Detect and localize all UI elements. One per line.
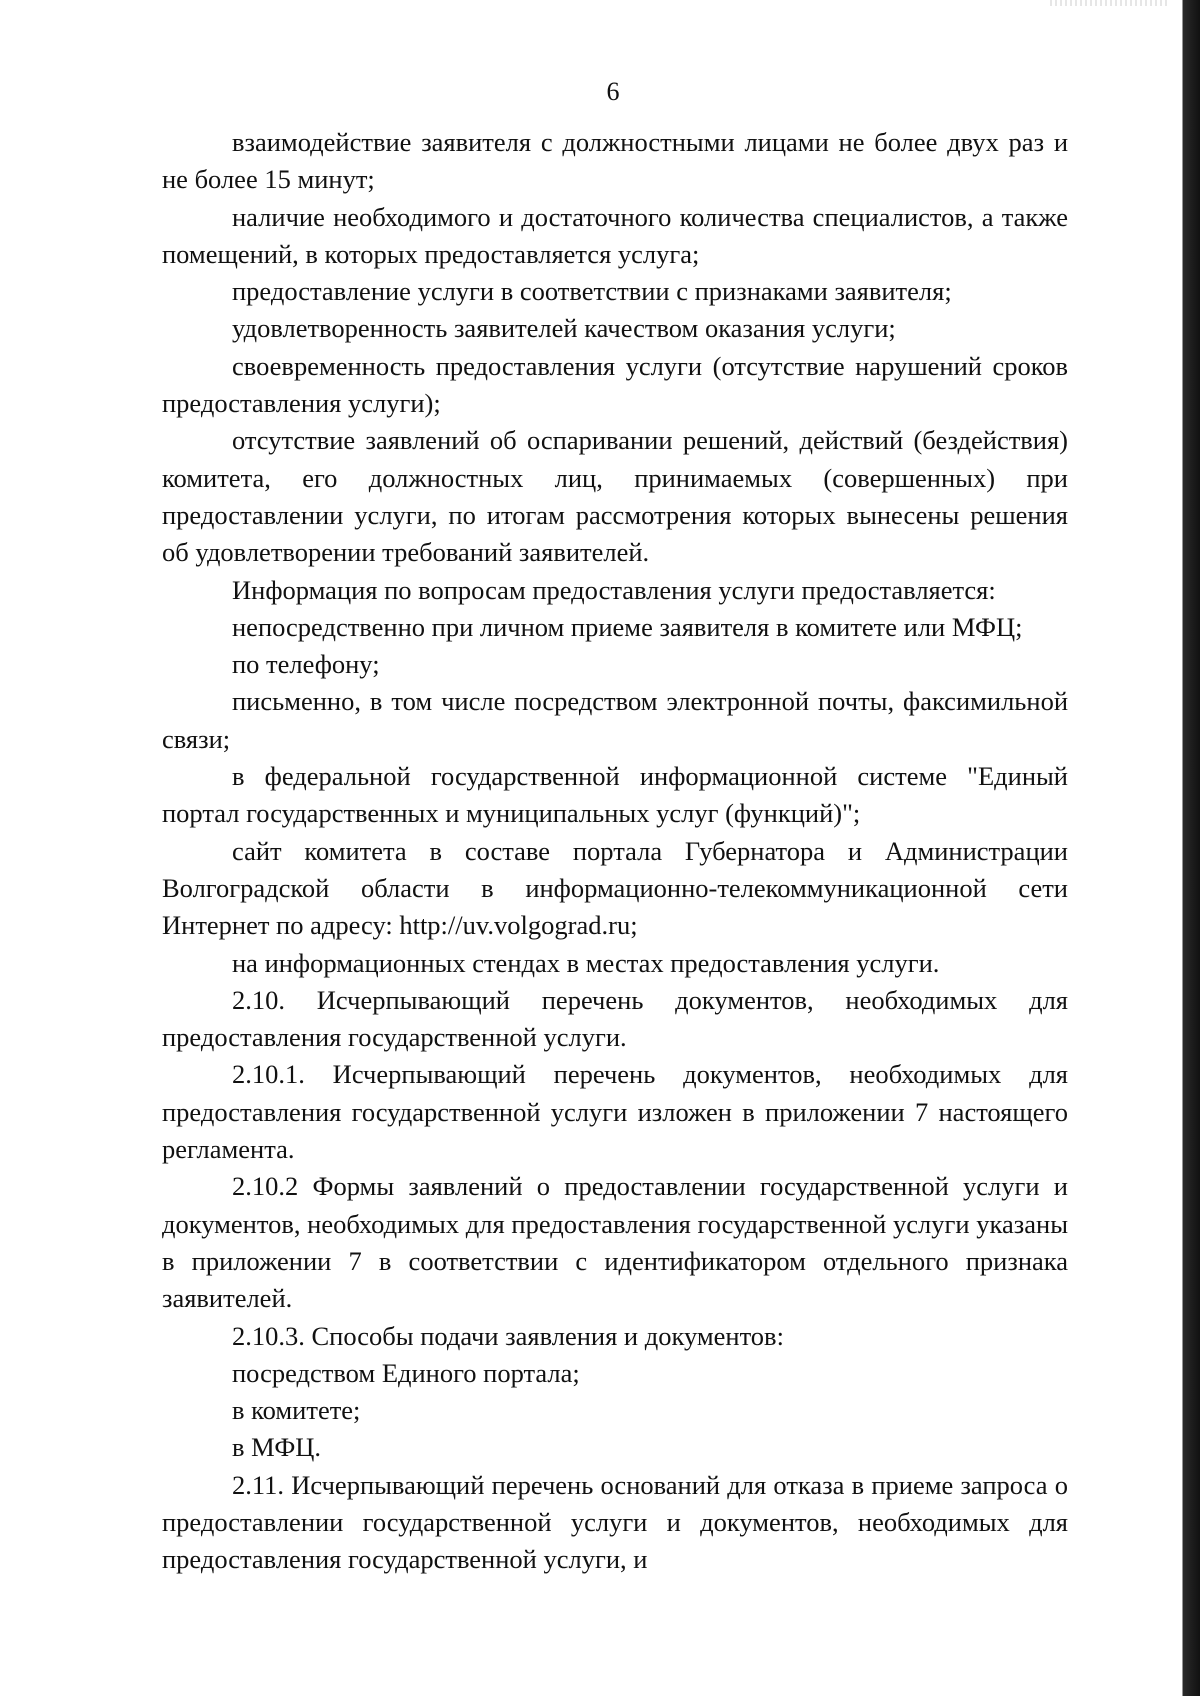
- paragraph: сайт комитета в составе портала Губернатора и Администрации Волгоградской области в информационно-телекоммуникационной сети Интернет по адресу: http://uv.volgograd.ru;: [162, 835, 1068, 941]
- paragraph: взаимодействие заявителя с должностными лицами не более двух раз и не более 15 минут;: [162, 127, 1068, 195]
- paragraph: в комитете;: [232, 1395, 361, 1426]
- paragraph: 2.10.3. Способы подачи заявления и документов:: [232, 1320, 784, 1351]
- paragraph: 2.10. Исчерпывающий перечень документов, необходимых для предоставления государственной услуги.: [162, 984, 1068, 1053]
- paragraph: предоставление услуги в соответствии с признаками заявителя;: [232, 276, 952, 307]
- paragraph: непосредственно при личном приеме заявителя в комитете или МФЦ;: [232, 611, 1023, 642]
- paragraph: на информационных стендах в местах предоставления услуги.: [232, 947, 940, 978]
- paragraph: наличие необходимого и достаточного количества специалистов, а также помещений, в которых предоставляется услуга;: [162, 201, 1068, 269]
- paragraph: отсутствие заявлений об оспаривании решений, действий (бездействия) комитета, его должностных лиц, принимаемых (совершенных) при предоставлении услуги, по итогам рассмотрения которых вынесены решения об удовлетворении требований заявителей.: [162, 425, 1068, 568]
- paragraph: письменно, в том числе посредством электронной почты, факсимильной связи;: [162, 686, 1068, 754]
- paragraph: Информация по вопросам предоставления услуги предоставляется:: [232, 574, 996, 605]
- paragraph: в федеральной государственной информационной системе "Единый портал государственных и муниципальных услуг (функций)";: [162, 761, 1068, 829]
- page-number: 6: [606, 77, 620, 106]
- paragraph: 2.10.1. Исчерпывающий перечень документов, необходимых для предоставления государственной услуги изложен в приложении 7 настоящего регламента.: [162, 1059, 1068, 1165]
- paragraph: 2.11. Исчерпывающий перечень оснований для отказа в приеме запроса о предоставлении государственной услуги и документов, необходимых для предоставления государственной услуги, и: [162, 1469, 1068, 1575]
- scan-artifact: [1050, 0, 1170, 6]
- paragraph: удовлетворенность заявителей качеством оказания услуги;: [232, 313, 896, 344]
- document-body: [162, 124, 1068, 1579]
- paragraph: в МФЦ.: [232, 1432, 322, 1463]
- scan-edge-shadow: [1178, 0, 1200, 1696]
- paragraph: посредством Единого портала;: [232, 1357, 580, 1388]
- paragraph: по телефону;: [232, 649, 380, 680]
- paragraph: 2.10.2 Формы заявлений о предоставлении государственной услуги и документов, необходимых для предоставления государственной услуги указаны в приложении 7 в соответствии с идентификатором отдельного признака заявителей.: [162, 1171, 1068, 1314]
- paragraph: своевременность предоставления услуги (отсутствие нарушений сроков предоставления услуги);: [162, 350, 1068, 419]
